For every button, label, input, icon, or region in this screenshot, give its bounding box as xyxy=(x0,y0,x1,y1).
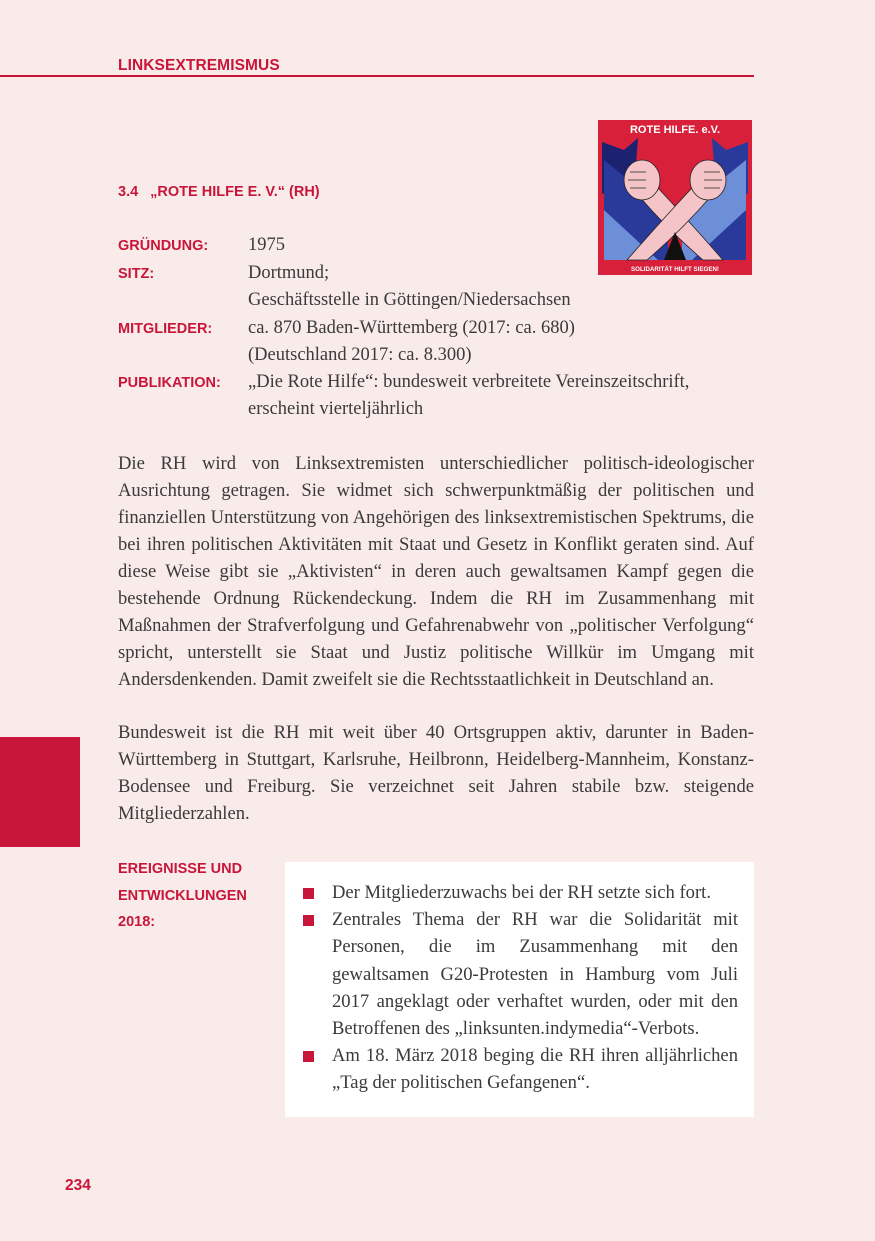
fact-founding xyxy=(118,232,758,260)
section-heading xyxy=(118,184,320,200)
square-bullet-icon xyxy=(303,888,314,899)
list-item xyxy=(303,879,738,906)
fact-label: SITZ: xyxy=(118,266,155,282)
list-item-text: Der Mitgliederzuwachs bei der RH setzte sich fort. xyxy=(332,882,711,903)
chapter-side-tab xyxy=(0,737,80,847)
header-rule xyxy=(0,75,754,77)
fact-value: ca. 870 Baden-Württemberg (2017: ca. 680) xyxy=(248,317,575,338)
events-box xyxy=(285,862,754,1117)
fact-value: erscheint vierteljährlich xyxy=(248,399,424,420)
fact-seat xyxy=(118,260,758,315)
square-bullet-icon xyxy=(303,1051,314,1062)
list-item-text: Zentrales Thema der RH war die Solidarität mit Personen, die im Zusammenhang mit den gewaltsamen G20-Protesten in Hamburg vom Juli 2017 angeklagt oder verhaftet wurden, oder mit den Betroffenen des „linksunten.indymedia“-Verbots. xyxy=(332,909,738,1040)
page-number: 234 xyxy=(65,1177,91,1194)
fact-label: GRÜNDUNG: xyxy=(118,238,209,254)
fact-publication xyxy=(118,369,758,424)
fact-sheet xyxy=(118,232,758,424)
section-title: „ROTE HILFE E. V.“ (RH) xyxy=(150,184,320,200)
fact-value: Dortmund; xyxy=(248,263,330,283)
list-item xyxy=(303,906,738,1042)
fact-members xyxy=(118,315,758,370)
events-list xyxy=(285,862,754,1097)
list-item xyxy=(303,1042,738,1096)
running-header-title: LINKSEXTREMISMUS xyxy=(118,57,280,74)
events-heading xyxy=(118,856,247,936)
fact-label: MITGLIEDER: xyxy=(118,320,213,337)
body-paragraph: Bundesweit ist die RH mit weit über 40 Ortsgruppen aktiv, darunter in Baden-Württemberg in Stuttgart, Karlsruhe, Heilbronn, Heidelberg-Mannheim, Konstanz-Bodensee und Freiburg. Sie verzeichnet seit Jahren stabile bzw. steigende Mitgliederzahlen. xyxy=(118,722,754,824)
list-item-text: Am 18. März 2018 beging die RH ihren alljährlichen „Tag der politischen Gefangenen“. xyxy=(332,1045,738,1094)
events-heading-line: ENTWICKLUNGEN xyxy=(118,887,247,904)
fact-value: „Die Rote Hilfe“: bundesweit verbreitete Vereinszeitschrift, xyxy=(248,372,690,393)
events-heading-line: 2018: xyxy=(118,914,156,930)
body-paragraph: Die RH wird von Linksextremisten unterschiedlicher politisch-ideologischer Ausrichtung getragen. Sie widmet sich schwerpunktmäßig der politischen und finanziellen Unterstützung von Angehörigen des linksextremistischen Spektrums, die bei ihren politischen Aktivitäten mit Staat und Gesetz in Konflikt geraten sind. Auf diese Weise gibt sie „Aktivisten“ in deren auch gewaltsamen Kampf gegen die bestehende Ordnung Rückendeckung. Indem die RH im Zusammenhang mit Maßnahmen der Strafverfolgung und Gefahrenabwehr von „politischer Verfolgung“ spricht, unterstellt sie Staat und Justiz politische Willkür im Umgang mit Andersdenkenden. Damit zweifelt sie die Rechtsstaatlichkeit in Deutschland an. xyxy=(118,453,754,690)
square-bullet-icon xyxy=(303,915,314,926)
fact-value: (Deutschland 2017: ca. 8.300) xyxy=(248,344,472,365)
svg-text:ROTE HILFE. e.V.: ROTE HILFE. e.V. xyxy=(629,124,721,136)
fact-label: PUBLIKATION: xyxy=(118,375,221,392)
section-number: 3.4 xyxy=(118,184,139,200)
events-heading-line: EREIGNISSE UND xyxy=(118,861,243,877)
svg-text:SOLIDARITÄT HILFT SIEGEN!: SOLIDARITÄT HILFT SIEGEN! xyxy=(631,266,719,273)
fact-value: Geschäftsstelle in Göttingen/Niedersachsen xyxy=(248,290,571,311)
fact-value: 1975 xyxy=(248,235,285,255)
